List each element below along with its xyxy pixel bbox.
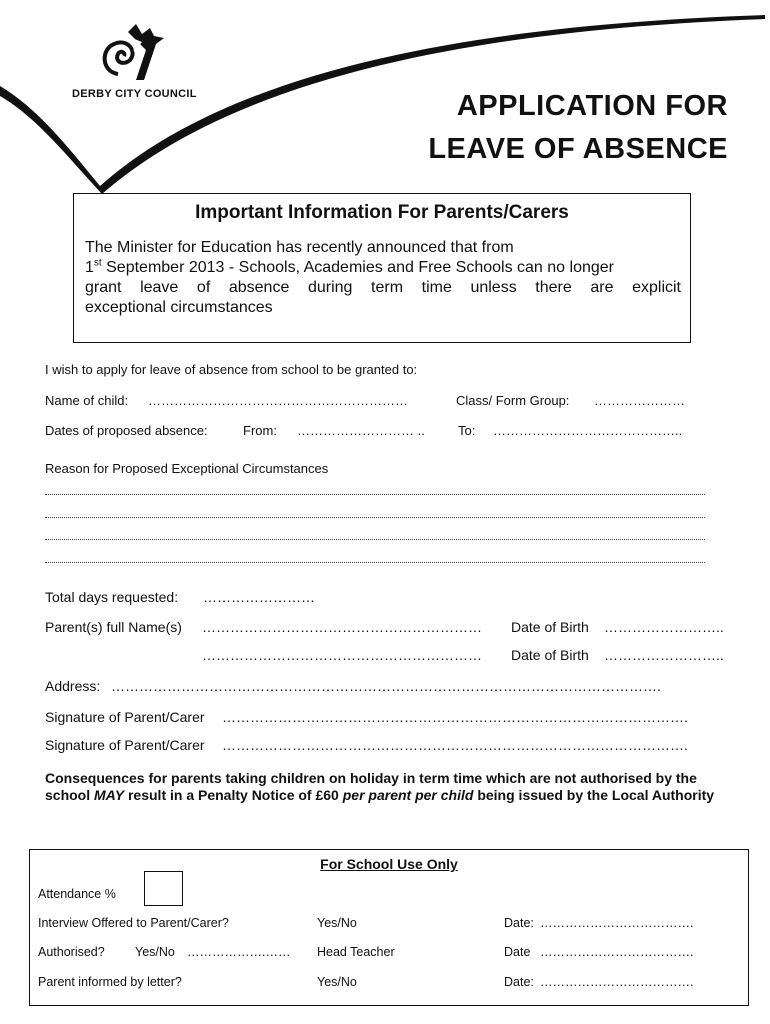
parent-name-field-2[interactable]: …………………………………………………… (202, 647, 482, 663)
ht-date-label: Date (504, 945, 531, 959)
class-group-field[interactable]: ………………… (594, 393, 685, 408)
head-teacher-label: Head Teacher (317, 945, 395, 959)
reason-line-1[interactable] (45, 493, 705, 495)
authorised-field[interactable]: ……………….…… (187, 945, 291, 959)
interview-date-label: Date: (504, 916, 534, 930)
class-group-label: Class/ Form Group: (456, 393, 570, 408)
dob-field-2[interactable]: …………………….. (604, 647, 724, 663)
info-heading: Important Information For Parents/Carers (195, 202, 569, 223)
school-use-box (29, 849, 749, 1006)
reason-line-4[interactable] (45, 561, 705, 563)
attendance-label: Attendance % (38, 887, 116, 901)
authorised-label: Authorised? (38, 945, 105, 959)
to-date-field[interactable]: …………………………………….. (493, 423, 683, 438)
school-use-heading: For School Use Only (320, 856, 458, 872)
council-name: DERBY CITY COUNCIL (72, 88, 197, 100)
reason-label: Reason for Proposed Exceptional Circumstances (45, 461, 329, 476)
from-date-field[interactable]: ……………………… .. (297, 423, 425, 438)
total-days-field[interactable]: …………………… (203, 589, 315, 605)
child-name-label: Name of child: (45, 393, 129, 408)
important-info-box (73, 193, 691, 343)
to-label: To: (458, 423, 476, 438)
parent-name-field-1[interactable]: …………………………………………………… (202, 619, 482, 635)
from-label: From: (243, 423, 277, 438)
signature-field-1[interactable]: ………………………………………………………………………………………. (222, 709, 688, 725)
signature-label-2: Signature of Parent/Carer (45, 737, 205, 753)
ht-date-field[interactable]: ………………………………. (540, 945, 694, 959)
reason-line-2[interactable] (45, 516, 705, 518)
form-title-line2: LEAVE OF ABSENCE (428, 133, 728, 165)
info-line4: exceptional circumstances (85, 299, 273, 316)
letter-yesno[interactable]: Yes/No (317, 975, 357, 989)
interview-yesno[interactable]: Yes/No (317, 916, 357, 930)
dob-label-2: Date of Birth (511, 647, 589, 663)
total-days-label: Total days requested: (45, 589, 179, 605)
interview-date-field[interactable]: ………………………………. (540, 916, 694, 930)
child-name-field[interactable]: …………………………………………………… (148, 393, 408, 408)
reason-line-3[interactable] (45, 538, 705, 540)
letter-label: Parent informed by letter? (38, 975, 182, 989)
info-line3: grant leave of absence during term time unless there are explicit (85, 279, 681, 296)
signature-label-1: Signature of Parent/Carer (45, 709, 205, 725)
address-field[interactable]: ………………………………………………………………………………………………………. (111, 678, 661, 694)
info-body (85, 238, 681, 318)
letter-date-label: Date: (504, 975, 534, 989)
info-line2: 1st September 2013 - Schools, Academies and Free Schools can no longer (85, 257, 614, 276)
interview-label: Interview Offered to Parent/Carer? (38, 916, 229, 930)
dob-field-1[interactable]: …………………….. (604, 619, 724, 635)
letter-date-field[interactable]: ………………………………. (540, 975, 694, 989)
address-label: Address: (45, 678, 101, 694)
info-line1: The Minister for Education has recently announced that from (85, 239, 514, 256)
authorised-yesno[interactable]: Yes/No (135, 945, 175, 959)
attendance-input-box[interactable] (144, 871, 183, 906)
derby-ram-logo-icon (98, 22, 173, 84)
signature-field-2[interactable]: ………………………………………………………………………………………. (222, 737, 688, 753)
consequences-notice: Consequences for parents taking children on holiday in term time which are not authorised by the school MAY result in a Penalty Notice of £60 per parent per child being issued by the Local Authority (45, 770, 715, 803)
form-title-line1: APPLICATION FOR (456, 90, 728, 122)
dates-label: Dates of proposed absence: (45, 423, 208, 438)
parent-names-label: Parent(s) full Name(s) (45, 619, 182, 635)
dob-label-1: Date of Birth (511, 619, 589, 635)
intro-text: I wish to apply for leave of absence from school to be granted to: (45, 362, 418, 377)
